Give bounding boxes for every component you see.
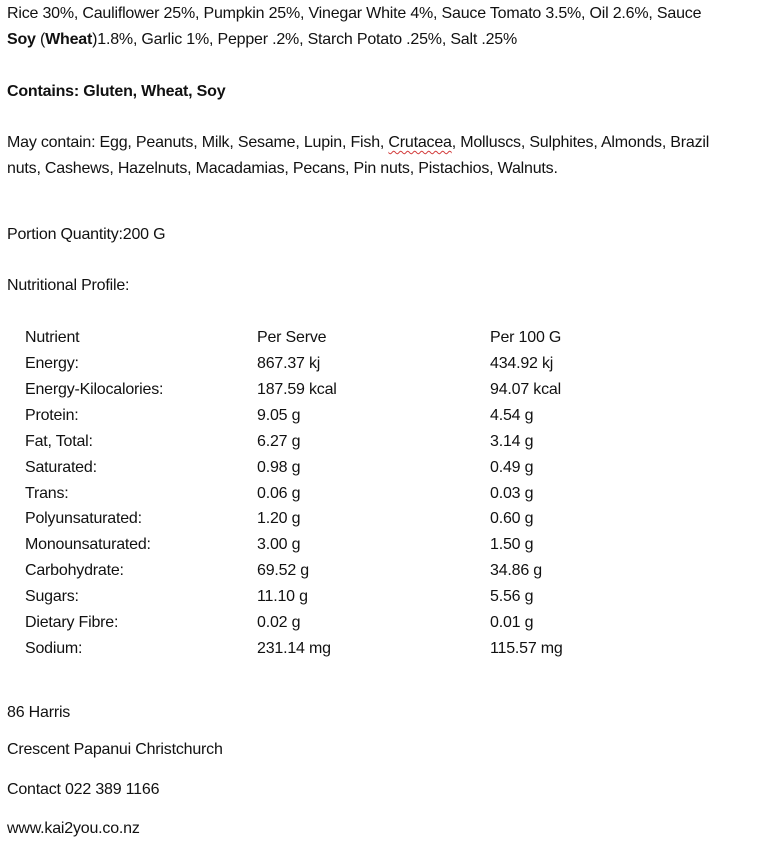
per-100g-value: 94.07 kcal bbox=[490, 381, 561, 398]
table-row bbox=[0, 613, 770, 633]
nutrient-name: Dietary Fibre: bbox=[25, 614, 119, 631]
per-serve-value: 231.14 mg bbox=[257, 640, 331, 657]
table-row bbox=[0, 561, 770, 581]
header-per-100g: Per 100 G bbox=[490, 329, 562, 346]
table-row bbox=[0, 432, 770, 452]
per-serve-value: 867.37 kj bbox=[257, 355, 321, 372]
ingredient-paren: ( bbox=[35, 31, 46, 48]
table-row bbox=[0, 484, 770, 504]
nutrition-heading: Nutritional Profile: bbox=[7, 277, 130, 294]
ingredients-line-1: Rice 30%, Cauliflower 25%, Pumpkin 25%, Vinegar White 4%, Sauce Tomato 3.5%, Oil 2.6%, Sauce bbox=[7, 5, 702, 22]
table-row bbox=[0, 535, 770, 555]
per-100g-value: 0.01 g bbox=[490, 614, 534, 631]
nutrient-name: Saturated: bbox=[25, 459, 97, 476]
per-serve-value: 69.52 g bbox=[257, 562, 309, 579]
nutrient-name: Carbohydrate: bbox=[25, 562, 124, 579]
table-row bbox=[0, 406, 770, 426]
may-contain-line-2: nuts, Cashews, Hazelnuts, Macadamias, Pecans, Pin nuts, Pistachios, Walnuts. bbox=[7, 160, 558, 177]
nutrient-name: Sodium: bbox=[25, 640, 83, 657]
table-row bbox=[0, 354, 770, 374]
per-100g-value: 1.50 g bbox=[490, 536, 534, 553]
per-serve-value: 3.00 g bbox=[257, 536, 301, 553]
may-contain-text-before: May contain: Egg, Peanuts, Milk, Sesame, Lupin, Fish, bbox=[7, 134, 389, 151]
per-serve-value: 187.59 kcal bbox=[257, 381, 337, 398]
nutrient-name: Protein: bbox=[25, 407, 79, 424]
table-row bbox=[0, 458, 770, 478]
header-nutrient: Nutrient bbox=[25, 329, 80, 346]
per-serve-value: 6.27 g bbox=[257, 433, 301, 450]
table-row bbox=[0, 587, 770, 607]
ingredients-line-2-rest: )1.8%, Garlic 1%, Pepper .2%, Starch Potato .25%, Salt .25% bbox=[92, 31, 518, 48]
table-header-row bbox=[0, 328, 770, 348]
nutrient-name: Energy: bbox=[25, 355, 79, 372]
contains-allergens: Contains: Gluten, Wheat, Soy bbox=[7, 83, 226, 100]
nutrient-name: Monounsaturated: bbox=[25, 536, 151, 553]
per-100g-value: 4.54 g bbox=[490, 407, 534, 424]
ingredient-wheat-bold: Wheat bbox=[45, 31, 93, 48]
nutrient-name: Polyunsaturated: bbox=[25, 510, 142, 527]
table-row bbox=[0, 509, 770, 529]
per-serve-value: 0.98 g bbox=[257, 459, 301, 476]
per-100g-value: 5.56 g bbox=[490, 588, 534, 605]
may-contain-line-1 bbox=[7, 133, 709, 153]
nutrient-name: Sugars: bbox=[25, 588, 79, 605]
misspelled-word[interactable]: Crutacea bbox=[388, 134, 452, 151]
per-100g-value: 0.03 g bbox=[490, 485, 534, 502]
per-100g-value: 115.57 mg bbox=[490, 640, 563, 657]
per-serve-value: 1.20 g bbox=[257, 510, 301, 527]
nutrient-name: Trans: bbox=[25, 485, 69, 502]
nutrient-name: Energy-Kilocalories: bbox=[25, 381, 164, 398]
per-serve-value: 0.06 g bbox=[257, 485, 301, 502]
address-line-1: 86 Harris bbox=[7, 704, 71, 721]
per-serve-value: 11.10 g bbox=[257, 588, 308, 605]
header-per-serve: Per Serve bbox=[257, 329, 327, 346]
per-100g-value: 3.14 g bbox=[490, 433, 534, 450]
contact-phone: Contact 022 389 1166 bbox=[7, 781, 160, 798]
table-row bbox=[0, 380, 770, 400]
address-line-2: Crescent Papanui Christchurch bbox=[7, 741, 223, 758]
per-serve-value: 0.02 g bbox=[257, 614, 301, 631]
nutrient-name: Fat, Total: bbox=[25, 433, 93, 450]
per-100g-value: 0.49 g bbox=[490, 459, 534, 476]
ingredients-line-2 bbox=[7, 30, 517, 50]
table-row bbox=[0, 639, 770, 659]
per-serve-value: 9.05 g bbox=[257, 407, 301, 424]
ingredient-soy-bold: Soy bbox=[7, 31, 36, 48]
website-link[interactable]: www.kai2you.co.nz bbox=[7, 820, 140, 837]
per-100g-value: 34.86 g bbox=[490, 562, 542, 579]
per-100g-value: 434.92 kj bbox=[490, 355, 554, 372]
may-contain-text-after: , Molluscs, Sulphites, Almonds, Brazil bbox=[451, 134, 710, 151]
portion-quantity: Portion Quantity:200 G bbox=[7, 226, 166, 243]
per-100g-value: 0.60 g bbox=[490, 510, 534, 527]
